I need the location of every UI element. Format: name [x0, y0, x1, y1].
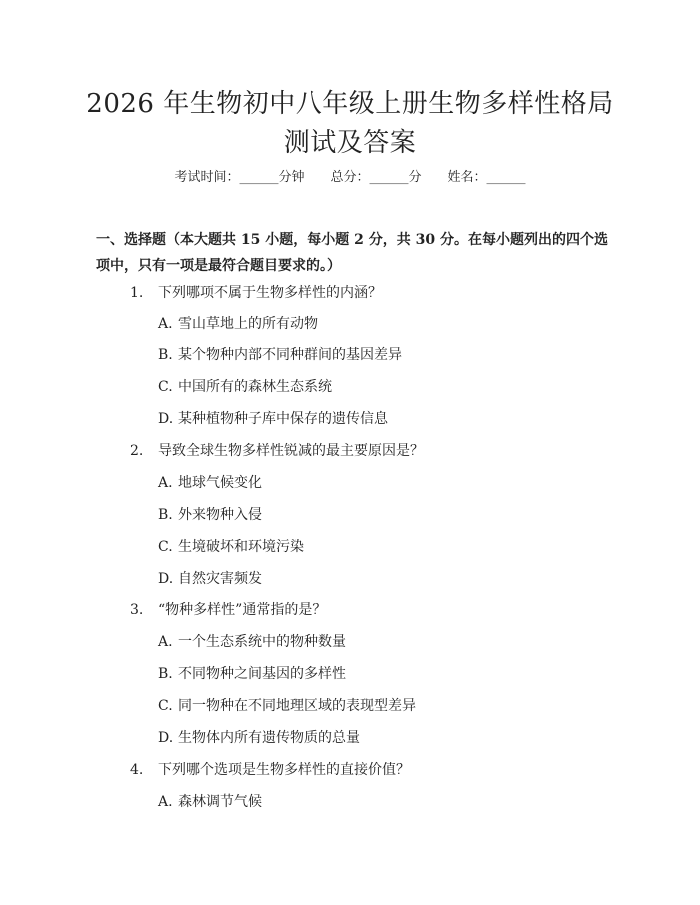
- question-number: 2.: [130, 443, 144, 459]
- option-text: 不同物种之间基因的多样性: [178, 666, 346, 682]
- option-letter: B.: [158, 666, 173, 682]
- option-3d: [158, 728, 360, 748]
- option-text: 同一物种在不同地理区域的表现型差异: [178, 698, 416, 714]
- question-text: 导致全球生物多样性锐减的最主要原因是？: [158, 443, 424, 459]
- option-text: 地球气候变化: [178, 475, 262, 491]
- option-text: 中国所有的森林生态系统: [178, 379, 332, 395]
- option-2b: [158, 505, 262, 525]
- option-letter: A.: [158, 475, 173, 491]
- option-text: 自然灾害频发: [178, 571, 262, 587]
- option-text: 雪山草地上的所有动物: [178, 316, 318, 332]
- option-text: 一个生态系统中的物种数量: [178, 634, 346, 650]
- option-1d: [158, 409, 388, 429]
- question-4: [130, 760, 410, 780]
- option-2c: [158, 537, 304, 557]
- option-letter: A.: [158, 794, 173, 810]
- question-3: [130, 600, 326, 620]
- question-text: “物种多样性”通常指的是？: [158, 602, 327, 618]
- section-heading: 一、选择题（本大题共 15 小题，每小题 2 分，共 30 分。在每小题列出的四个选项中，只有一项是最符合题目要求的。）: [96, 232, 608, 274]
- option-text: 生境破坏和环境污染: [178, 539, 304, 555]
- option-text: 森林调节气候: [178, 794, 262, 810]
- option-text: 某个物种内部不同种群间的基因差异: [178, 347, 402, 363]
- option-text: 某种植物种子库中保存的遗传信息: [178, 411, 388, 427]
- question-number: 4.: [130, 762, 144, 778]
- document-title-line2: 测试及答案: [283, 128, 417, 158]
- exam-info: [0, 168, 700, 188]
- option-letter: D.: [158, 730, 174, 746]
- option-3c: [158, 696, 416, 716]
- question-number: 1.: [130, 285, 144, 301]
- option-1c: [158, 377, 332, 397]
- option-letter: A.: [158, 316, 173, 332]
- option-letter: D.: [158, 411, 174, 427]
- option-letter: B.: [158, 347, 173, 363]
- exam-name: 姓名：______: [447, 170, 526, 185]
- option-1b: [158, 345, 402, 365]
- option-letter: C.: [158, 539, 173, 555]
- option-2d: [158, 569, 262, 589]
- question-text: 下列哪个选项是生物多样性的直接价值？: [158, 762, 410, 778]
- option-3b: [158, 664, 346, 684]
- option-letter: B.: [158, 507, 173, 523]
- document-title-line1: 2026 年生物初中八年级上册生物多样性格局: [86, 89, 614, 119]
- option-4a: [158, 792, 262, 812]
- exam-score: 总分：______分: [330, 170, 422, 185]
- option-letter: C.: [158, 379, 173, 395]
- option-letter: C.: [158, 698, 173, 714]
- option-letter: D.: [158, 571, 174, 587]
- option-1a: [158, 314, 318, 334]
- question-2: [130, 441, 424, 461]
- question-1: [130, 283, 382, 303]
- option-letter: A.: [158, 634, 173, 650]
- question-text: 下列哪项不属于生物多样性的内涵？: [158, 285, 382, 301]
- option-text: 生物体内所有遗传物质的总量: [178, 730, 360, 746]
- option-text: 外来物种入侵: [178, 507, 262, 523]
- option-3a: [158, 632, 346, 652]
- option-2a: [158, 473, 262, 493]
- question-number: 3.: [130, 602, 144, 618]
- exam-time: 考试时间：______分钟: [174, 170, 305, 185]
